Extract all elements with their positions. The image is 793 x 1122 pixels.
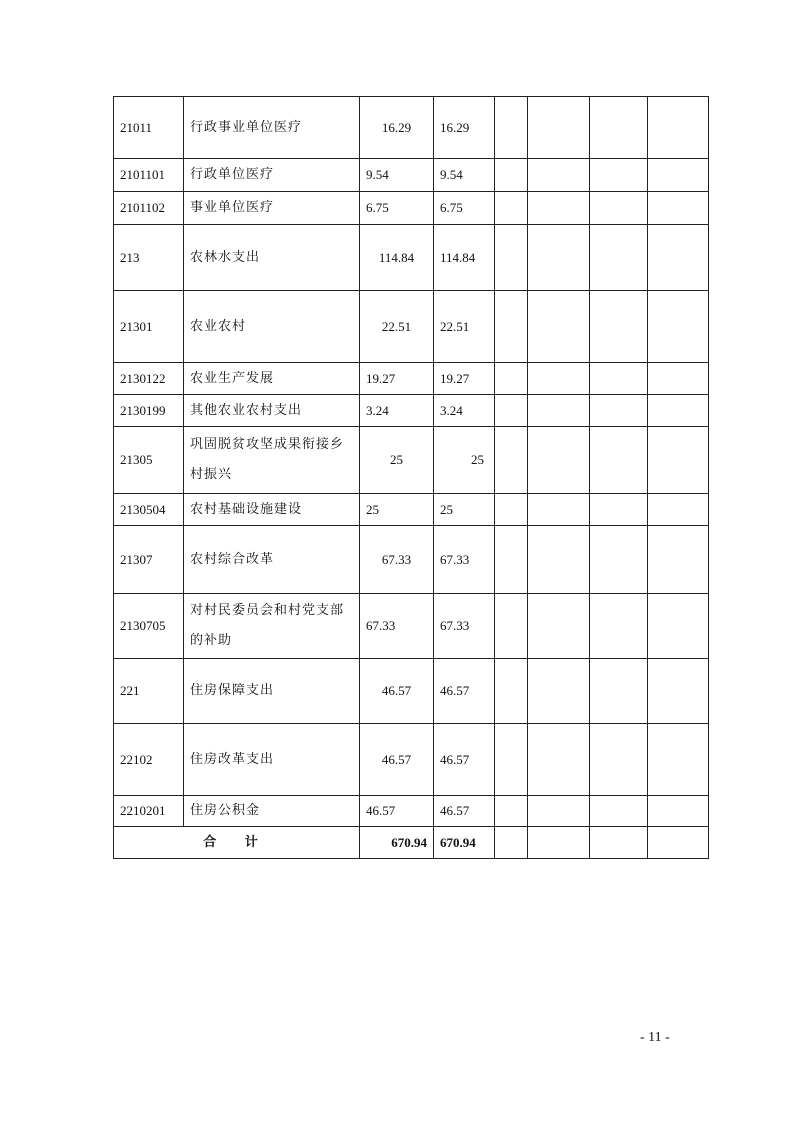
cell-value-2: 25 xyxy=(434,494,495,526)
cell-value-1: 46.57 xyxy=(360,796,434,827)
page-number: - 11 - xyxy=(640,1030,670,1045)
cell-name: 住房保障支出 xyxy=(184,659,360,724)
cell-code: 2130504 xyxy=(114,494,184,526)
total-label: 合 计 xyxy=(114,827,360,859)
table-row xyxy=(114,659,709,724)
cell-value-2: 3.24 xyxy=(434,395,495,427)
cell-value-2: 46.57 xyxy=(434,724,495,796)
cell-name: 对村民委员会和村党支部的补助 xyxy=(184,594,360,659)
cell-code: 2130705 xyxy=(114,594,184,659)
cell-name: 农业生产发展 xyxy=(184,363,360,395)
cell-value-1: 114.84 xyxy=(360,225,434,291)
cell-value-1: 46.57 xyxy=(360,659,434,724)
cell-value-2: 46.57 xyxy=(434,659,495,724)
table-row xyxy=(114,427,709,494)
table-row xyxy=(114,192,709,225)
cell-value-1: 6.75 xyxy=(360,192,434,225)
cell-name: 住房公积金 xyxy=(184,796,360,827)
cell-value-1: 19.27 xyxy=(360,363,434,395)
cell-value-2: 6.75 xyxy=(434,192,495,225)
table-row xyxy=(114,363,709,395)
cell-value-2: 67.33 xyxy=(434,594,495,659)
cell-code: 2130122 xyxy=(114,363,184,395)
cell-value-1: 67.33 xyxy=(360,526,434,594)
cell-value-2: 67.33 xyxy=(434,526,495,594)
table-row xyxy=(114,291,709,363)
cell-name: 住房改革支出 xyxy=(184,724,360,796)
cell-name: 农村综合改革 xyxy=(184,526,360,594)
cell-code: 21011 xyxy=(114,97,184,159)
cell-value-2: 25 xyxy=(434,427,495,494)
table-row xyxy=(114,159,709,192)
cell-code: 22102 xyxy=(114,724,184,796)
cell-value-1: 46.57 xyxy=(360,724,434,796)
cell-value-1: 25 xyxy=(360,494,434,526)
cell-value-2: 46.57 xyxy=(434,796,495,827)
cell-code: 213 xyxy=(114,225,184,291)
cell-code: 2130199 xyxy=(114,395,184,427)
cell-code: 2101101 xyxy=(114,159,184,192)
table-row xyxy=(114,594,709,659)
budget-table xyxy=(113,96,709,859)
cell-value-2: 16.29 xyxy=(434,97,495,159)
table-row xyxy=(114,225,709,291)
cell-value-1: 3.24 xyxy=(360,395,434,427)
cell-code: 21305 xyxy=(114,427,184,494)
cell-value-1: 25 xyxy=(360,427,434,494)
cell-value-2: 19.27 xyxy=(434,363,495,395)
cell-value-2: 114.84 xyxy=(434,225,495,291)
cell-name: 其他农业农村支出 xyxy=(184,395,360,427)
cell-value-1: 22.51 xyxy=(360,291,434,363)
table-row xyxy=(114,395,709,427)
cell-name: 行政单位医疗 xyxy=(184,159,360,192)
cell-name: 事业单位医疗 xyxy=(184,192,360,225)
cell-name: 农业农村 xyxy=(184,291,360,363)
cell-code: 2101102 xyxy=(114,192,184,225)
cell-value-2: 22.51 xyxy=(434,291,495,363)
table-row xyxy=(114,97,709,159)
cell-code: 221 xyxy=(114,659,184,724)
cell-name: 农林水支出 xyxy=(184,225,360,291)
table-row xyxy=(114,494,709,526)
table-row xyxy=(114,526,709,594)
cell-name: 农村基础设施建设 xyxy=(184,494,360,526)
cell-name: 行政事业单位医疗 xyxy=(184,97,360,159)
cell-code: 21307 xyxy=(114,526,184,594)
cell-code: 21301 xyxy=(114,291,184,363)
table-row xyxy=(114,796,709,827)
total-value-1: 670.94 xyxy=(360,827,434,859)
cell-value-2: 9.54 xyxy=(434,159,495,192)
cell-code: 2210201 xyxy=(114,796,184,827)
cell-value-1: 9.54 xyxy=(360,159,434,192)
total-value-2: 670.94 xyxy=(434,827,495,859)
total-row xyxy=(114,827,709,859)
cell-value-1: 67.33 xyxy=(360,594,434,659)
cell-name: 巩固脱贫攻坚成果衔接乡村振兴 xyxy=(184,427,360,494)
table-row xyxy=(114,724,709,796)
cell-value-1: 16.29 xyxy=(360,97,434,159)
